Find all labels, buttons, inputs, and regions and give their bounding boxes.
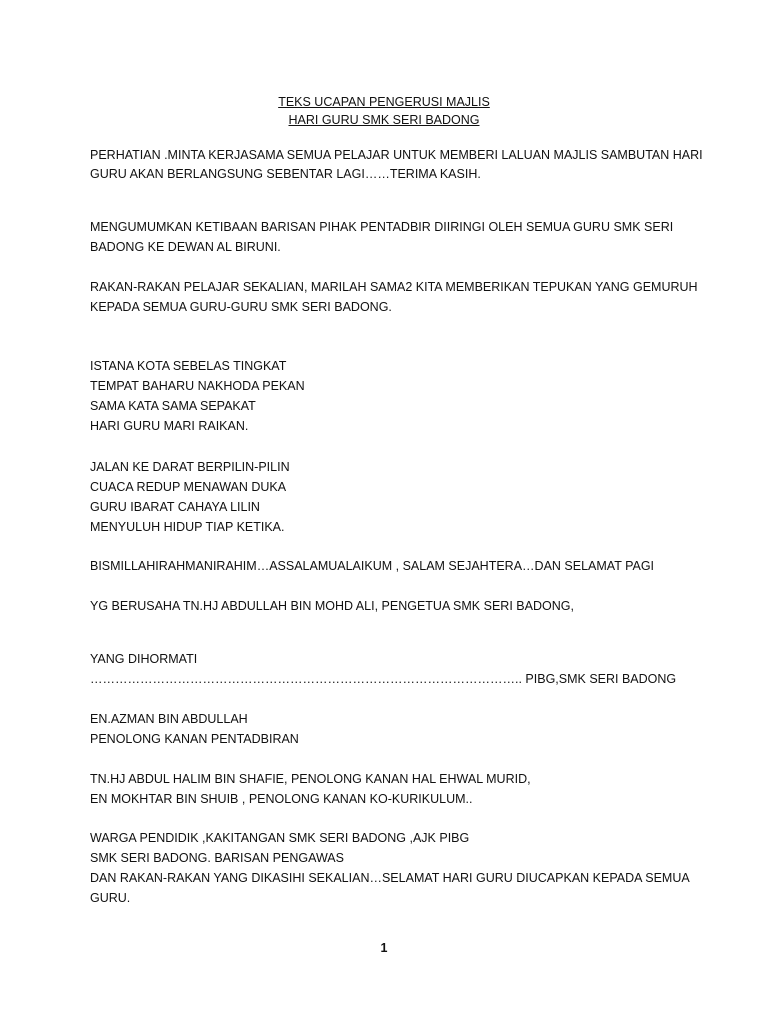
closing-line-1: WARGA PENDIDIK ,KAKITANGAN SMK SERI BADONG ,AJK PIBG — [90, 831, 470, 845]
paragraph-applause-line-1: RAKAN-RAKAN PELAJAR SEKALIAN, MARILAH SAMA2 KITA MEMBERIKAN TEPUKAN YANG GEMURUH — [90, 280, 698, 294]
paragraph-applause-line-2: KEPADA SEMUA GURU-GURU SMK SERI BADONG. — [90, 300, 392, 314]
paragraph-attention-line-2: GURU AKAN BERLANGSUNG SEBENTAR LAGI……TERIMA KASIH. — [90, 167, 481, 181]
pantun-1-line-4: HARI GURU MARI RAIKAN. — [90, 419, 249, 433]
paragraph-announcement-line-1: MENGUMUMKAN KETIBAAN BARISAN PIHAK PENTADBIR DIIRINGI OLEH SEMUA GURU SMK SERI — [90, 220, 674, 234]
document-title-line-2: HARI GURU SMK SERI BADONG — [288, 113, 480, 127]
paragraph-attention-line-1: PERHATIAN .MINTA KERJASAMA SEMUA PELAJAR UNTUK MEMBERI LALUAN MAJLIS SAMBUTAN HARI — [90, 148, 703, 162]
hem-line: TN.HJ ABDUL HALIM BIN SHAFIE, PENOLONG KANAN HAL EHWAL MURID, — [90, 772, 531, 786]
document-title-line-1: TEKS UCAPAN PENGERUSI MAJLIS — [278, 95, 490, 109]
closing-line-2: SMK SERI BADONG. BARISAN PENGAWAS — [90, 851, 344, 865]
pantun-2-line-4: MENYULUH HIDUP TIAP KETIKA. — [90, 520, 285, 534]
respected-pibg-line: ………………………………………………………………………………………….. PIBG,SMK SERI BADONG — [90, 672, 677, 686]
admin-role: PENOLONG KANAN PENTADBIRAN — [90, 732, 299, 746]
principal-line: YG BERUSAHA TN.HJ ABDULLAH BIN MOHD ALI, PENGETUA SMK SERI BADONG, — [90, 599, 574, 613]
koku-line: EN MOKHTAR BIN SHUIB , PENOLONG KANAN KO-KURIKULUM.. — [90, 792, 473, 806]
respected-label: YANG DIHORMATI — [90, 652, 198, 666]
closing-line-4: GURU. — [90, 891, 131, 905]
paragraph-announcement-line-2: BADONG KE DEWAN AL BIRUNI. — [90, 240, 281, 254]
pantun-2-line-2: CUACA REDUP MENAWAN DUKA — [90, 480, 287, 494]
page-number: 1 — [380, 941, 388, 955]
pantun-1-line-1: ISTANA KOTA SEBELAS TINGKAT — [90, 359, 287, 373]
admin-name: EN.AZMAN BIN ABDULLAH — [90, 712, 248, 726]
closing-line-3: DAN RAKAN-RAKAN YANG DIKASIHI SEKALIAN…SELAMAT HARI GURU DIUCAPKAN KEPADA SEMUA — [90, 871, 690, 885]
pantun-2-line-1: JALAN KE DARAT BERPILIN-PILIN — [90, 460, 290, 474]
pantun-2-line-3: GURU IBARAT CAHAYA LILIN — [90, 500, 260, 514]
pantun-1-line-2: TEMPAT BAHARU NAKHODA PEKAN — [90, 379, 305, 393]
greeting-line: BISMILLAHIRAHMANIRAHIM…ASSALAMUALAIKUM , SALAM SEJAHTERA…DAN SELAMAT PAGI — [90, 559, 655, 573]
pantun-1-line-3: SAMA KATA SAMA SEPAKAT — [90, 399, 256, 413]
